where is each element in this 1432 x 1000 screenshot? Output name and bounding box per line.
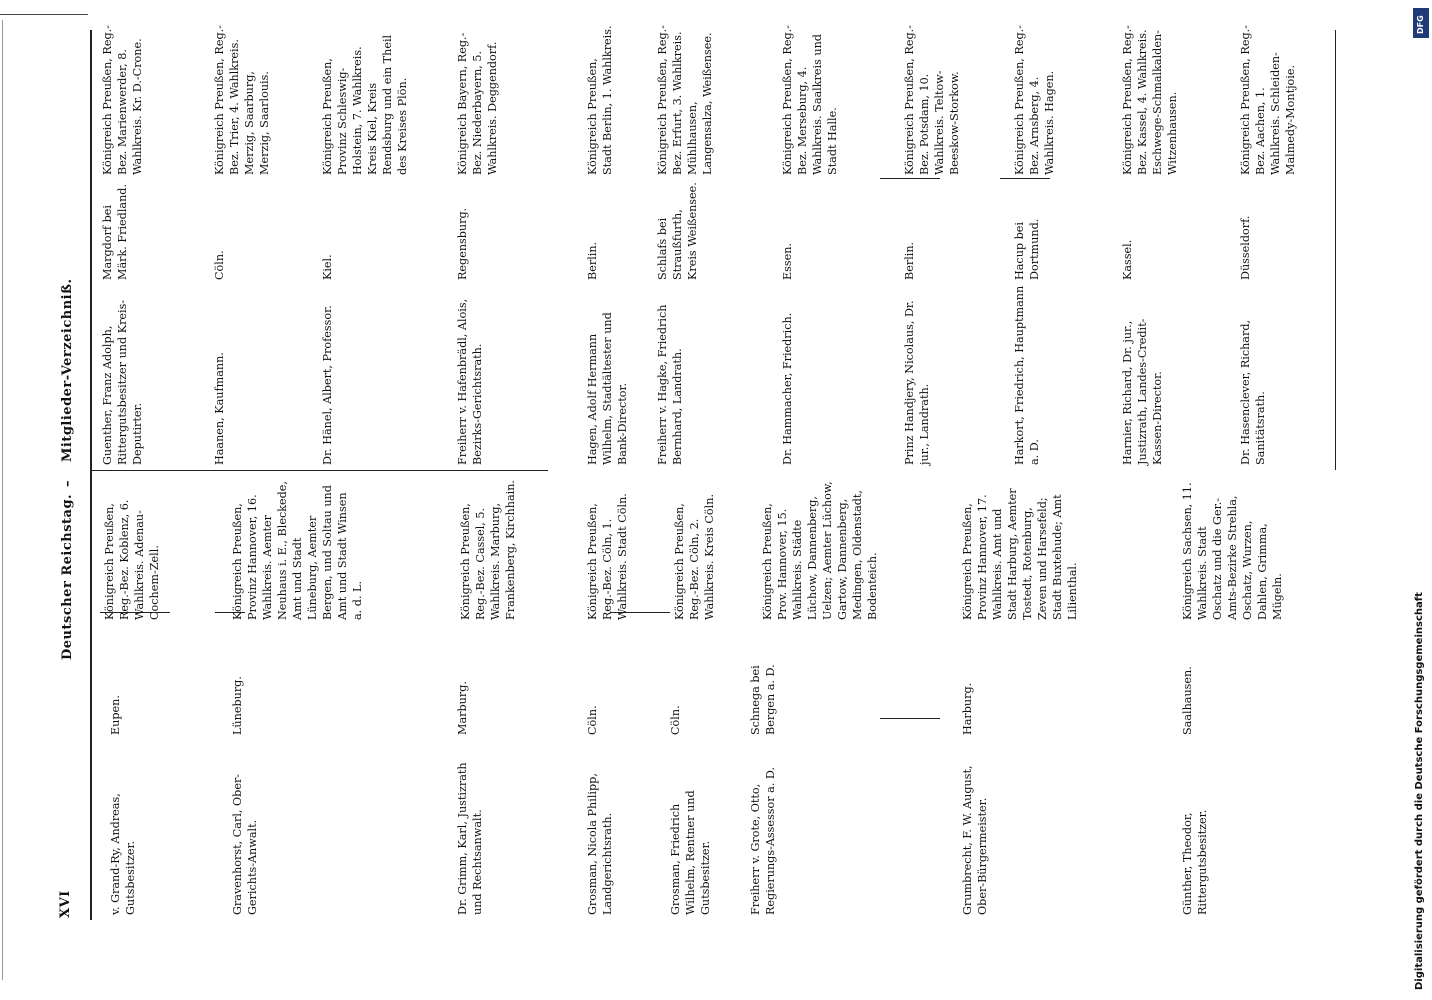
entry-district: Königreich Sachsen, 11. Wahlkreis. Stadt Oschatz und die Ger.-Amts-Bezirke Strehla, Oschatz, Wurzen, Dahlen, Grimma, Mügeln.: [1181, 482, 1284, 620]
entry-name: Haanen, Kaufmann.: [213, 352, 226, 465]
entry-residence: Kassel.: [1121, 239, 1134, 280]
entry-name: v. Grand-Ry, Andreas, Gutsbesitzer.: [109, 793, 137, 915]
entry-district: Königreich Preußen, Reg.-Bez. Cöln, 2. Wahlkreis. Kreis Cöln.: [673, 494, 716, 620]
entry-name: Dr. Grimm, Karl, Justizrath und Rechtsanwalt.: [456, 762, 484, 915]
entry-district: Königreich Preußen, Reg.-Bez. Erfurt, 3. Wahlkreis. Mühlhausen, Langensalza, Weißensee.: [656, 25, 714, 175]
entry-residence: Saalhausen.: [1181, 666, 1194, 735]
entry-district: Königreich Bayern, Reg.-Bez. Niederbayern, 5. Wahlkreis. Deggendorf.: [456, 32, 499, 175]
entry-district: Königreich Preußen, Reg.-Bez. Potsdam, 10. Wahlkreis. Teltow-Beeskow-Storkow.: [903, 25, 961, 175]
entry-district: Königreich Preußen, Reg.-Bez. Merseburg, 4. Wahlkreis. Saalkreis und Stadt Halle.: [781, 25, 839, 175]
entry-name: Guenther, Franz Adolph, Rittergutsbesitzer und Kreis-Deputirter.: [101, 299, 144, 465]
entry-district: Königreich Preußen, Prov. Hannover, 15. Wahlkreis. Städte Lüchow, Dannenberg, Uelzen; Aemter Lüchow, Gartow, Dannenberg, Medingen, Oldenstadt, Bodenteich.: [761, 481, 879, 620]
header-right: Mitglieder-Verzeichniß.: [60, 278, 75, 462]
entry-residence: Essen.: [781, 242, 794, 280]
entry-district: Königreich Preußen, Reg.-Bez. Arnsberg, 4. Wahlkreis. Hagen.: [1013, 25, 1056, 175]
entry-name: Harkort, Friedrich, Hauptmann a. D.: [1013, 285, 1041, 465]
entry-residence: Schlafs bei Straußfurth, Kreis Weißensee.: [656, 182, 699, 280]
entry-district: Königreich Preußen, Reg.-Bez. Kassel, 4. Wahlkreis. Eschwege-Schmalkalden-Witzenhausen.: [1121, 25, 1179, 175]
entry-district: Königreich Preußen, Reg.-Bez. Marienwerder, 8. Wahlkreis. Kr. D.-Crone.: [101, 25, 144, 175]
entry-name: Dr. Hasenclever, Richard, Sanitätsrath.: [1239, 319, 1267, 465]
entry-residence: Harburg.: [961, 682, 974, 735]
entry-residence: Cöln.: [669, 705, 682, 735]
entry-district: Königreich Preußen, Reg.-Bez. Koblenz, 6. Wahlkreis. Adenau-Cochem-Zell.: [103, 499, 161, 620]
entry-name: Prinz Handjery, Nicolaus, Dr. jur., Landrath.: [903, 300, 931, 465]
entry-residence: Cöln.: [213, 250, 226, 280]
col-rule: [1335, 30, 1336, 470]
entry-name: Freiherr v. Grote, Otto, Regierungs-Assessor a. D.: [749, 766, 777, 915]
col-rule: [90, 470, 91, 920]
entry-name: Hagen, Adolf Hermann Wilhelm, Stadtältester und Bank-Director.: [586, 312, 629, 465]
entry-residence: Margdorf bei Märk. Friedland.: [101, 183, 129, 280]
entry-residence: Regensburg.: [456, 207, 469, 280]
scan-edge-mark: [0, 14, 88, 15]
entry-district: Königreich Preußen, Reg.-Bez. Cöln, 1. Wahlkreis. Stadt Cöln.: [586, 493, 629, 620]
entry-residence: Marburg.: [456, 681, 469, 735]
header-left: Deutscher Reichstag.: [60, 493, 75, 660]
entry-district: Königreich Preußen, Reg.-Bez. Cassel, 5. Wahlkreis. Marburg, Frankenberg, Kirchhain.: [459, 480, 517, 620]
entry-name: Dr. Hammacher, Friedrich.: [781, 312, 794, 465]
entry-district: Königreich Preußen, Provinz Hannover, 17. Wahlkreis. Amt und Stadt Harburg, Aemter Tostedt, Rotenburg, Zeven und Harsefeld; Stadt Buxtehude; Amt Lilienthal.: [961, 488, 1079, 620]
entry-residence: Kiel.: [321, 254, 334, 280]
entry-residence: Hacup bei Dortmund.: [1013, 218, 1041, 280]
entry-name: Grumbrecht, F. W. August, Ober-Bürgermeister.: [961, 765, 989, 915]
dfg-logo: [1413, 8, 1429, 38]
entry-name: Freiherr v. Hafenbrädl, Alois, Bezirks-Gerichtsrath.: [456, 298, 484, 465]
page-number: XVI: [58, 890, 73, 918]
scan-edge-mark: [2, 20, 3, 980]
entry-district: Königreich Preußen, Stadt Berlin, 1. Wahlkreis.: [586, 25, 614, 175]
entry-residence: Düsseldorf.: [1239, 215, 1252, 280]
entry-residence: Eupen.: [109, 695, 122, 735]
row-sep: [880, 178, 940, 179]
digitization-note: Digitalisierung gefördert durch die Deutsche Forschungsgemeinschaft: [1414, 592, 1425, 990]
dfg-logo-text: DFG: [1416, 15, 1425, 34]
entry-residence: Berlin.: [903, 241, 916, 280]
entry-name: Freiherr v. Hagke, Friedrich Bernhard, Landrath.: [656, 304, 684, 465]
entry-name: Dr. Hänel, Albert, Professor.: [321, 305, 334, 465]
entry-residence: Berlin.: [586, 241, 599, 280]
header-separator: –: [60, 480, 75, 487]
entry-district: Königreich Preußen, Provinz Hannover, 16. Wahlkreis. Aemter Neuhaus i. E., Bleckede, Amt und Stadt Lüneburg, Aemter Bergen, und Soltau und Amt und Stadt Winsen a. d. L.: [231, 481, 364, 620]
entry-name: Grosman, Friedrich Wilhelm, Rentner und Gutsbesitzer.: [669, 790, 712, 915]
entry-district: Königreich Preußen, Provinz Schleswig-Holstein, 7. Wahlkreis. Kreis Kiel, Kreis Rendsburg und ein Theil des Kreises Plön.: [321, 34, 409, 175]
entry-district: Königreich Preußen, Reg.-Bez. Trier, 4. Wahlkreis. Merzig, Saarburg, Merzig, Saarlouis.: [213, 25, 271, 175]
row-sep: [1000, 178, 1050, 179]
entry-name: Grosman, Nicola Philipp, Landgerichtsrath.: [586, 773, 614, 915]
entry-residence: Schnega bei Bergen a. D.: [749, 664, 777, 735]
entry-name: Günther, Theodor, Rittergutsbesitzer.: [1181, 809, 1209, 915]
entry-district: Königreich Preußen, Reg.-Bez. Aachen, 1. Wahlkreis. Schleiden-Malmedy-Montjoie.: [1239, 25, 1297, 175]
row-sep: [880, 718, 940, 719]
table-middle-divider: [90, 470, 548, 471]
entry-residence: Cöln.: [586, 705, 599, 735]
entry-name: Harnier, Richard, Dr. jur., Justizrath, Landes-Credit-Kassen-Director.: [1121, 318, 1164, 465]
entry-name: Gravenhorst, Carl, Ober-Gerichts-Anwalt.: [231, 773, 259, 915]
entry-residence: Lüneburg.: [231, 676, 244, 735]
